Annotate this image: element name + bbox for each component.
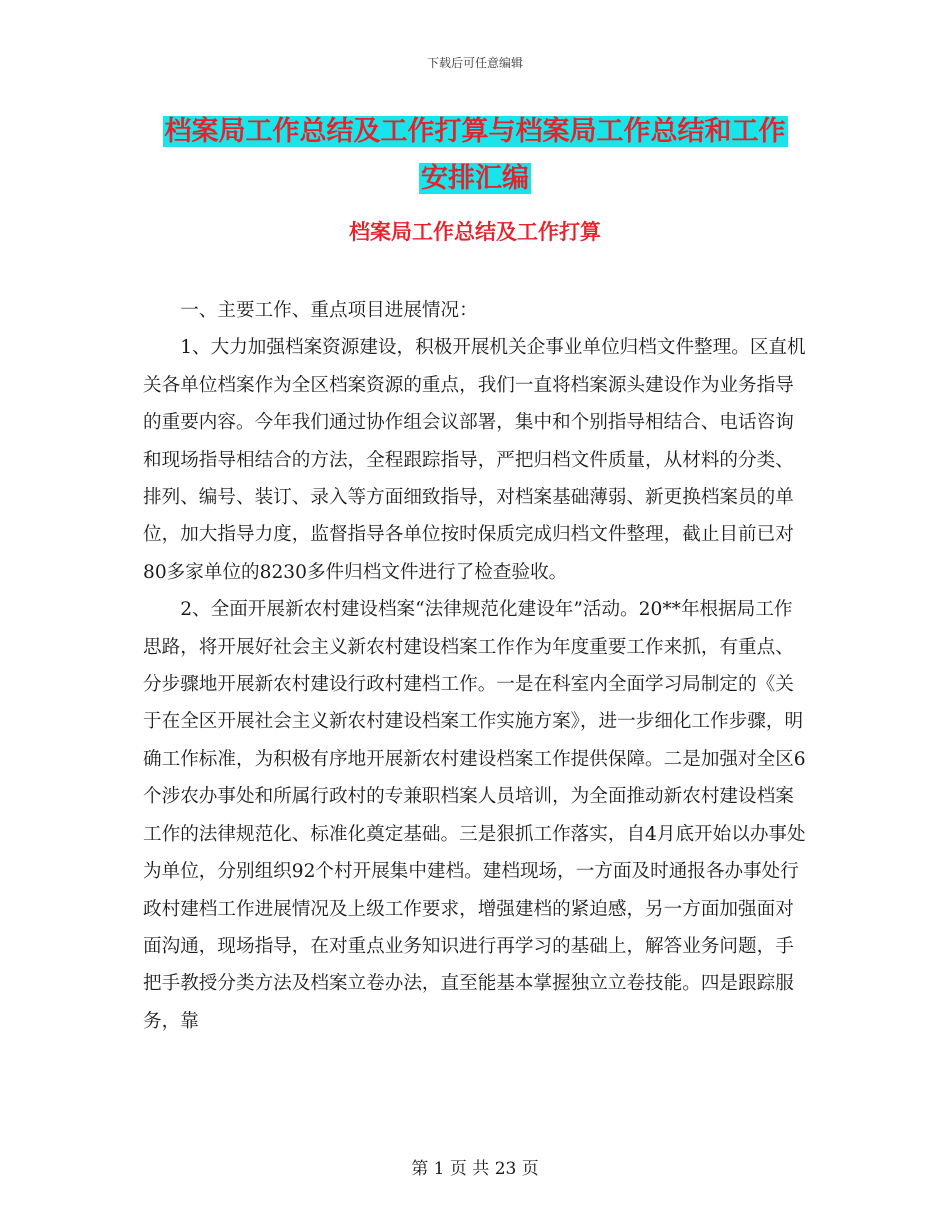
document-title: [140, 108, 810, 202]
paragraph-heading: 一、主要工作、重点项目进展情况：: [180, 300, 478, 321]
page-number-footer: 第 1 页 共 23 页: [411, 1159, 539, 1179]
section-title: 档案局工作总结及工作打算: [349, 220, 601, 244]
document-title-line2: 安排汇编: [421, 163, 529, 194]
document-title-line1: 档案局工作总结及工作打算与档案局工作总结和工作: [164, 116, 786, 147]
paragraph-1: 1、大力加强档案资源建设，积极开展机关企事业单位归档文件整理。区直机关各单位档案作为全区档案资源的重点，我们一直将档案源头建设作为业务指导的重要内容。今年我们通过协作组会议部署，集中和个别指导相结合、电话咨询和现场指导相结合的方法，全程跟踪指导，严把归档文件质量，从材料的分类、排列、编号、装订、录入等方面细致指导，对档案基础薄弱、新更换档案员的单位，加大指导力度，监督指导各单位按时保质完成归档文件整理，截止目前已对80多家单位的8230多件归档文件进行了检查验收。: [143, 337, 806, 583]
document-body: [143, 292, 808, 1040]
paragraph-2: 2、全面开展新农村建设档案“法律规范化建设年”活动。20**年根据局工作思路，将开展好社会主义新农村建设档案工作作为年度重要工作来抓，有重点、分步骤地开展新农村建设行政村建档工作。一是在科室内全面学习局制定的《关于在全区开展社会主义新农村建设档案工作实施方案》，进一步细化工作步骤，明确工作标准，为积极有序地开展新农村建设档案工作提供保障。二是加强对全区6个涉农办事处和所属行政村的专兼职档案人员培训，为全面推动新农村建设档案工作的法律规范化、标准化奠定基础。三是狠抓工作落实，自4月底开始以办事处为单位，分别组织92个村开展集中建档。建档现场，一方面及时通报各办事处行政村建档工作进展情况及上级工作要求，增强建档的紧迫感，另一方面加强面对面沟通，现场指导，在对重点业务知识进行再学习的基础上，解答业务问题，手把手教授分类方法及档案立卷办法，直至能基本掌握独立立卷技能。四是跟踪服务，靠: [143, 599, 806, 1032]
header-note: 下载后可任意编辑: [426, 56, 523, 70]
